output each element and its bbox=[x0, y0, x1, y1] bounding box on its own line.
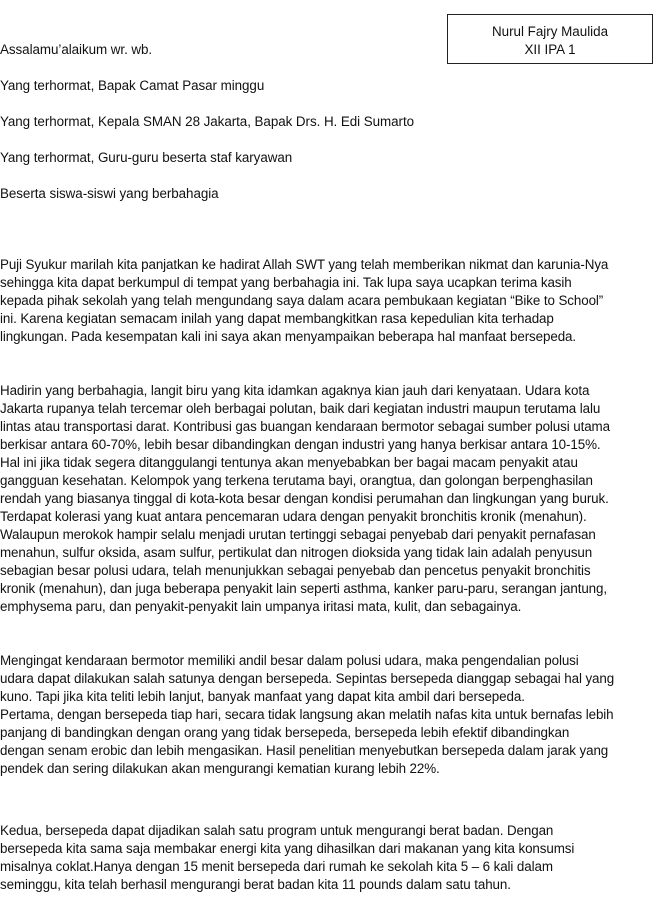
paragraph-line: kepada pihak sekolah yang telah mengundang saya dalam acara pembukaan kegiatan “Bike to School” bbox=[0, 293, 604, 308]
paragraph-line: dengan senam erobic dan lebih mengasikan. Hasil penelitian menyebutkan bersepeda dalam jarak yang bbox=[0, 743, 609, 758]
paragraph-line: ini. Karena kegiatan semacam inilah yang dapat membangkitkan rasa kepedulian kita terhadap bbox=[0, 311, 554, 326]
paragraph-line: lintas atau transportasi darat. Kontribusi gas buangan kendaraan bermotor sebagai sumber polusi utama bbox=[0, 419, 610, 434]
paragraph-line: kuno. Tapi jika kita teliti lebih lanjut, banyak manfaat yang dapat kita ambil dari bersepeda. bbox=[0, 689, 525, 704]
paragraph-line: panjang di bandingkan dengan orang yang tidak bersepeda, bersepeda lebih efektif dibandingkan bbox=[0, 725, 570, 740]
paragraph-line: Pertama, dengan bersepeda tiap hari, secara tidak langsung akan melatih nafas kita untuk bernafas lebih bbox=[0, 707, 614, 722]
paragraph-line: lingkungan. Pada kesempatan kali ini saya akan menyampaikan beberapa hal manfaat bersepeda. bbox=[0, 329, 577, 344]
paragraph-line: misalnya coklat.Hanya dengan 15 menit bersepeda dari rumah ke sekolah kita 5 – 6 kali dalam bbox=[0, 859, 553, 874]
paragraph-line: seminggu, kita telah berhasil mengurangi berat badan kita 11 pounds dalam satu tahun. bbox=[0, 877, 511, 892]
paragraph-line: Hadirin yang berbahagia, langit biru yang kita idamkan agaknya kian jauh dari kenyataan. Udara kota bbox=[0, 383, 590, 398]
paragraph-line: Walaupun merokok hampir selalu menjadi urutan tertinggi sebagai penyebab dari penyakit pernafasan bbox=[0, 527, 596, 542]
paragraph-line: Puji Syukur marilah kita panjatkan ke hadirat Allah SWT yang telah memberikan nikmat dan karunia-Nya bbox=[0, 257, 609, 272]
greeting-siswa: Beserta siswa-siswi yang berbahagia bbox=[0, 186, 219, 201]
paragraph-pollution bbox=[0, 382, 664, 616]
paragraph-line: Mengingat kendaraan bermotor memiliki andil besar dalam polusi udara, maka pengendalian polusi bbox=[0, 653, 579, 668]
paragraph-bersepeda-intro bbox=[0, 652, 664, 706]
author-class: XII IPA 1 bbox=[524, 42, 576, 57]
paragraph-line: kronik (menahun), dan juga beberapa penyakit lain seperti asthma, kanker paru-paru, serangan jantung, bbox=[0, 581, 607, 596]
paragraph-line: Kedua, bersepeda dapat dijadikan salah satu program untuk mengurangi berat badan. Dengan bbox=[0, 823, 554, 838]
paragraph-line: pendek dan sering dilakukan akan mengurangi kematian kurang lebih 22%. bbox=[0, 761, 440, 776]
paragraph-line: rendah yang biasanya tinggal di kota-kota besar dengan kondisi perumahan dan lingkungan yang buruk. bbox=[0, 491, 609, 506]
paragraph-line: udara dapat dilakukan salah satunya dengan bersepeda. Sepintas bersepeda dianggap sebagai hal yang bbox=[0, 671, 615, 686]
greeting-salam: Assalamu’alaikum wr. wb. bbox=[0, 42, 153, 57]
paragraph-line: Hal ini jika tidak segera ditanggulangi tentunya akan menyebabkan ber bagai macam penyakit atau bbox=[0, 455, 578, 470]
paragraph-line: emphysema paru, dan penyakit-penyakit lain umpanya iritasi mata, kulit, dan sebagainya. bbox=[0, 599, 522, 614]
paragraph-line: Terdapat kolerasi yang kuat antara pencemaran udara dengan penyakit bronchitis kronik (menahun). bbox=[0, 509, 587, 524]
author-box bbox=[447, 14, 653, 64]
paragraph-line: gangguan kesehatan. Kelompok yang terkena terutama bayi, orangtua, dan golongan berpenghasilan bbox=[0, 473, 593, 488]
greeting-kepala-sekolah: Yang terhormat, Kepala SMAN 28 Jakarta, Bapak Drs. H. Edi Sumarto bbox=[0, 114, 415, 129]
paragraph-line: sebagian besar polusi udara, telah menunjukkan sebagai penyebab dan pencetus penyakit bronchitis bbox=[0, 563, 591, 578]
paragraph-line: bersepeda kita sama saja membakar energi kita yang dihasilkan dari makanan yang kita konsumsi bbox=[0, 841, 575, 856]
paragraph-kedua bbox=[0, 822, 664, 894]
paragraph-line: Jakarta rupanya telah tercemar oleh berbagai polutan, baik dari kegiatan industri maupun terutama lalu bbox=[0, 401, 601, 416]
paragraph-opening bbox=[0, 256, 664, 346]
paragraph-pertama bbox=[0, 706, 664, 778]
paragraph-line: menahun, sulfur oksida, asam sulfur, pertikulat dan nitrogen dioksida yang tidak lain adalah penyusun bbox=[0, 545, 593, 560]
author-name: Nurul Fajry Maulida bbox=[491, 24, 609, 39]
greeting-camat: Yang terhormat, Bapak Camat Pasar minggu bbox=[0, 78, 265, 93]
paragraph-line: berkisar antara 60-70%, lebih besar dibandingkan dengan industri yang hanya berkisar antara 10-15%. bbox=[0, 437, 601, 452]
paragraph-line: sehingga kita dapat berkumpul di tempat yang berbahagia ini. Tak lupa saya ucapkan terima kasih bbox=[0, 275, 572, 290]
greeting-guru: Yang terhormat, Guru-guru beserta staf karyawan bbox=[0, 150, 293, 165]
